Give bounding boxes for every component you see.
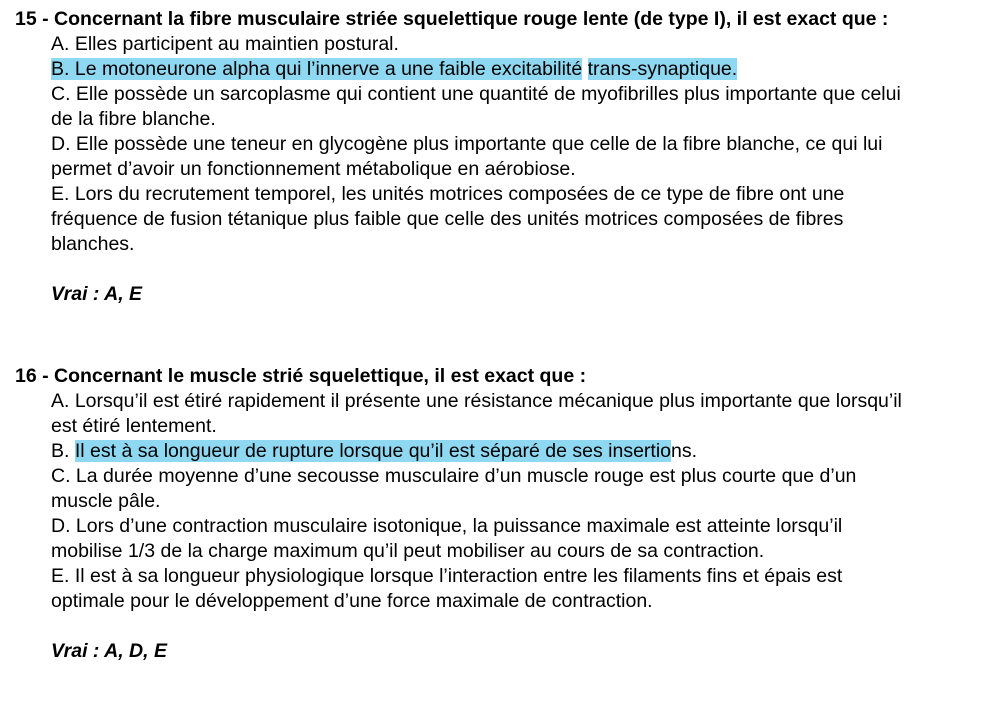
- question-16: [15, 364, 915, 664]
- q16-option-e: E. Il est à sa longueur physiologique lorsque l’interaction entre les filaments fins et épais est optimale pour le développement d’une force maximale de contraction.: [51, 565, 843, 612]
- question-15-options: [51, 32, 915, 257]
- q16-option-a: A. Lorsqu’il est étiré rapidement il présente une résistance mécanique plus importante que lorsqu’il est étiré lentement.: [51, 390, 902, 437]
- q15-option-c: C. Elle possède un sarcoplasme qui contient une quantité de myofibrilles plus importante que celui de la fibre blanche.: [51, 83, 901, 130]
- q15-option-b-highlight-1: Le motoneurone alpha qui l’innerve a une faible excitabilité: [74, 58, 583, 80]
- q15-option-b-highlight-2: trans-synaptique.: [587, 58, 738, 80]
- q15-option-d: D. Elle possède une teneur en glycogène plus importante que celle de la fibre blanche, ce qui lui permet d’avoir un fonctionnement métabolique en aérobiose.: [51, 133, 883, 180]
- q15-option-b-gap: [582, 58, 587, 80]
- q15-option-b-prefix: B.: [51, 58, 75, 80]
- question-16-title: 16 - Concernant le muscle strié squelettique, il est exact que :: [15, 365, 587, 387]
- question-16-options: [51, 389, 915, 614]
- q15-answer: Vrai : A, E: [51, 283, 143, 305]
- question-15: [15, 7, 915, 307]
- q16-option-b: [51, 439, 915, 464]
- q15-option-b: [51, 57, 915, 82]
- q16-answer: Vrai : A, D, E: [51, 640, 167, 662]
- q16-option-b-highlight: Il est à sa longueur de rupture lorsque qu’il est séparé de ses insertio: [74, 440, 672, 462]
- q15-option-a: A. Elles participent au maintien postural.: [51, 33, 399, 55]
- q15-option-e: E. Lors du recrutement temporel, les unités motrices composées de ce type de fibre ont une fréquence de fusion tétanique plus faible que celle des unités motrices composées de fibres blanches.: [51, 183, 845, 255]
- q16-option-d: D. Lors d’une contraction musculaire isotonique, la puissance maximale est atteinte lorsqu’il mobilise 1/3 de la charge maximum qu’il peut mobiliser au cours de sa contraction.: [51, 515, 843, 562]
- q16-option-b-prefix: B.: [51, 440, 75, 462]
- q16-option-c: C. La durée moyenne d’une secousse musculaire d’un muscle rouge est plus courte que d’un muscle pâle.: [51, 465, 857, 512]
- question-15-title: 15 - Concernant la fibre musculaire striée squelettique rouge lente (de type I), il est exact que :: [15, 8, 889, 30]
- q16-option-b-rest: ns.: [671, 440, 698, 462]
